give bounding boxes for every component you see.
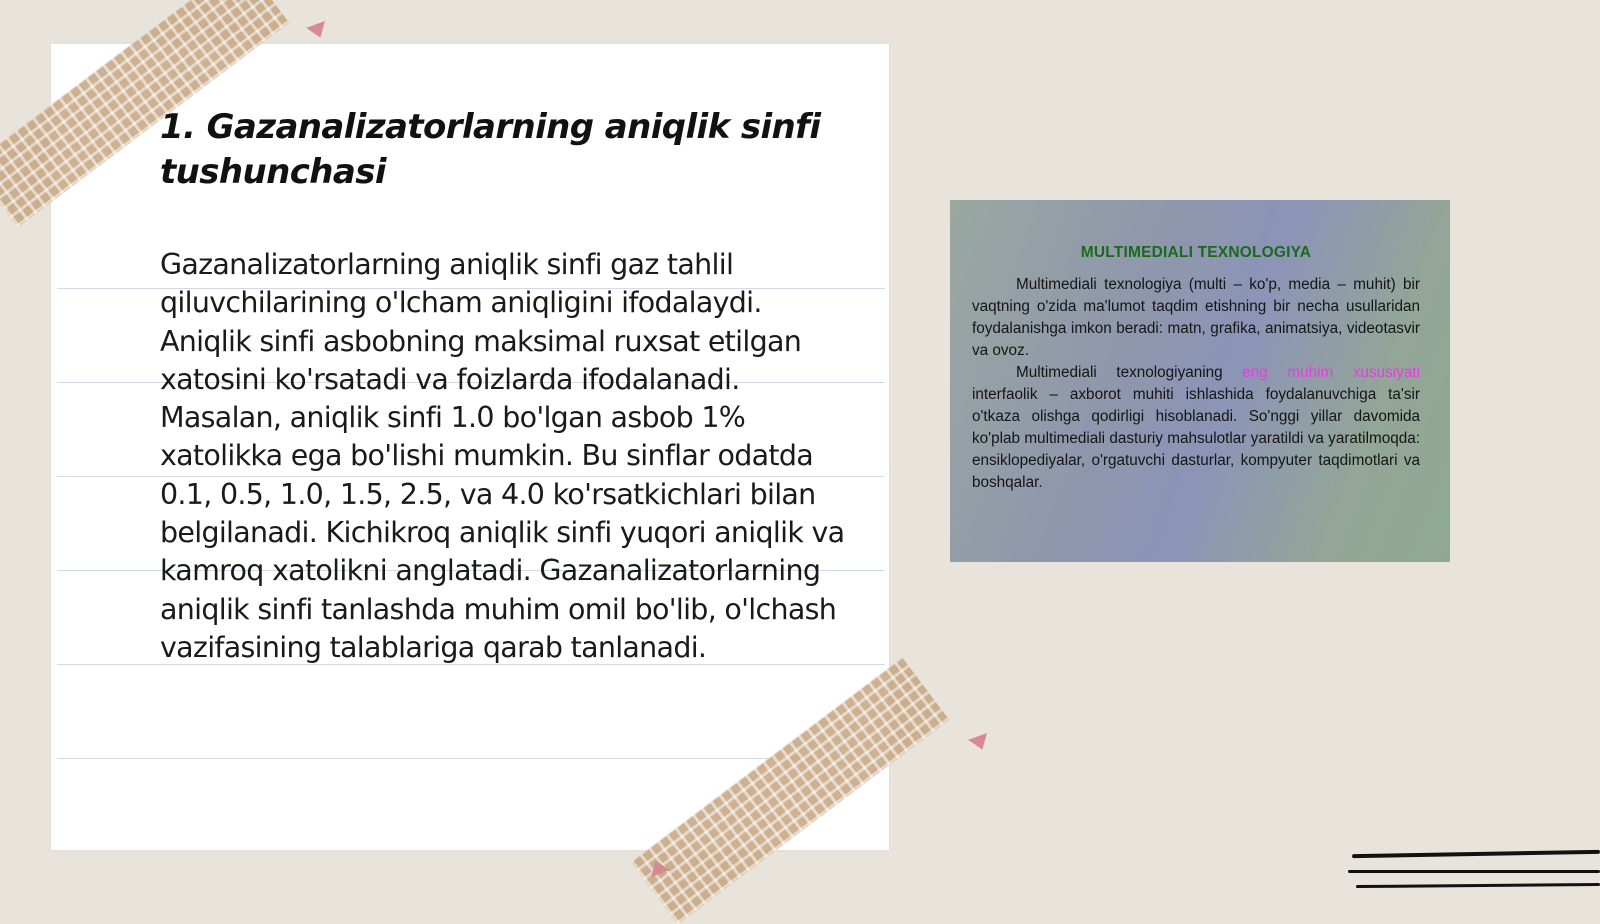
image-paragraph-1: Multimediali texnologiya (multi – ko'p, media – muhit) bir vaqtning o'zida ma'lumot taqdim etishning bir necha usullaridan foydalanishga imkon beradi: matn, grafika, animatsiya, videotasvir va ovoz. xyxy=(972,276,1420,359)
ruled-line xyxy=(57,758,885,759)
brush-stroke-decoration xyxy=(1356,883,1600,888)
slide-title: 1. Gazanalizatorlarning aniqlik sinfi tushunchasi xyxy=(160,107,821,192)
image-paragraph-2 xyxy=(972,362,1420,494)
brush-stroke-decoration xyxy=(1352,850,1600,858)
image-paragraph-2-start: Multimediali texnologiyaning xyxy=(1016,364,1243,381)
slide-body-text: Gazanalizatorlarning aniqlik sinfi gaz tahlil qiluvchilarining o'lcham aniqligini ifodalaydi. Aniqlik sinfi asbobning maksimal ruxsat etilgan xatosini ko'rsatadi va foizlarda ifodalanadi. Masalan, aniqlik sinfi 1.0 bo'lgan asbob 1% xatolikka ega bo'lishi mumkin. Bu sinflar odatda 0.1, 0.5, 1.0, 1.5, 2.5, va 4.0 ko'rsatkichlari bilan belgilanadi. Kichikroq aniqlik sinfi yuqori aniqlik va kamroq xatolikni anglatadi. Gazanalizatorlarning aniqlik sinfi tanlashda muhim omil bo'lib, o'lchash vazifasining talablariga qarab tanlanadi. xyxy=(160,248,845,664)
brush-stroke-decoration xyxy=(1348,870,1600,873)
multimedia-image xyxy=(950,200,1450,562)
tape-corner-decoration xyxy=(968,733,992,753)
image-heading: MULTIMEDIALI TEXNOLOGIYA xyxy=(1080,244,1312,261)
tape-corner-decoration xyxy=(306,21,330,41)
image-paragraph-2-end: interfaolik – axborot muhiti ishlashida foydalanuvchiga ta'sir o'tkaza olishga qodirligi hisoblanadi. So'nggi yillar davomida ko'plab multimediali dasturiy mahsulotlar yaratildi va yaratilmoqda: ensiklopediyalar, o'rgatuvchi dasturlar, kompyuter taqdimotlari va boshqalar. xyxy=(972,386,1420,491)
image-highlight-text: eng muhim xususiyati xyxy=(1242,364,1420,381)
